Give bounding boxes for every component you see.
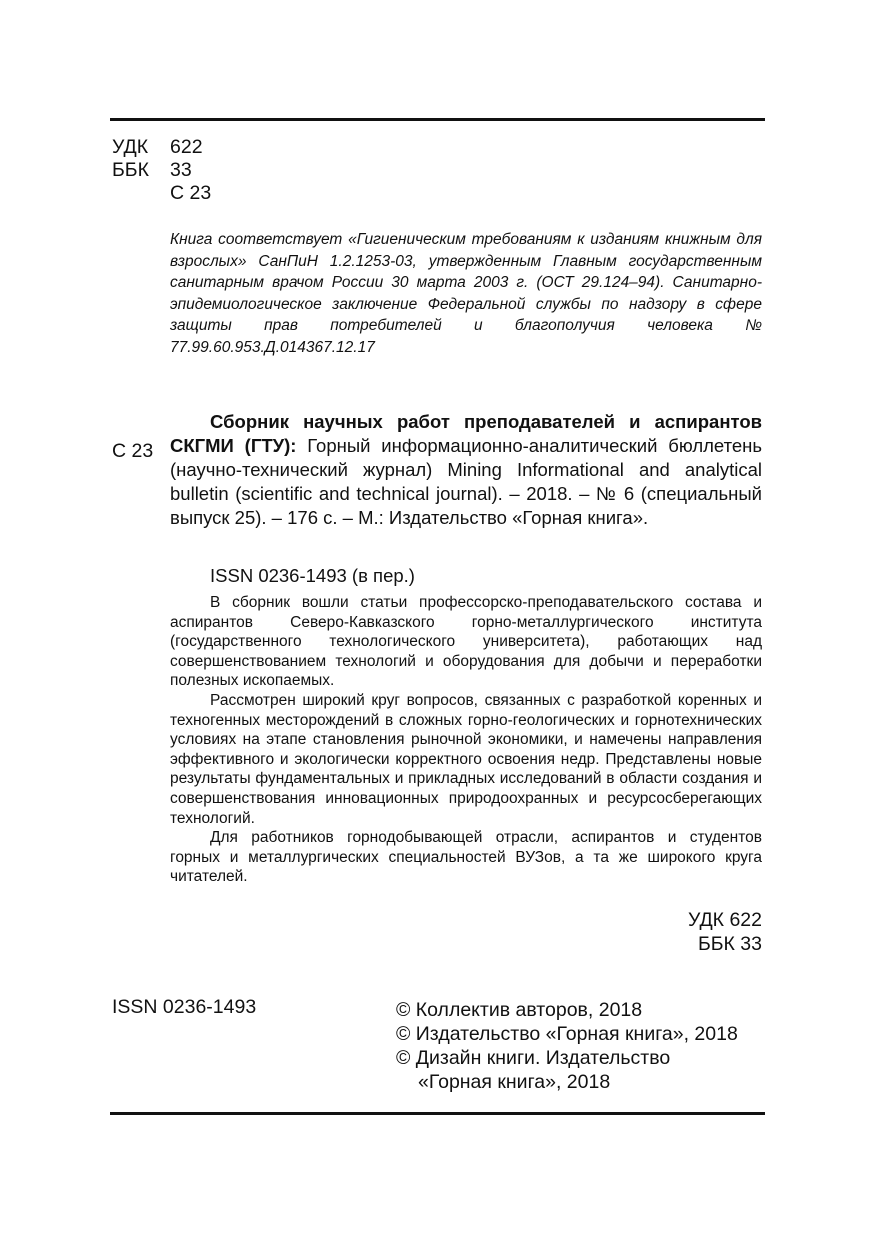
abstract (170, 593, 762, 887)
bbk-value: 33 (170, 159, 192, 181)
udk-right: УДК 622 (687, 909, 762, 931)
abstract-paragraph: Для работников горнодобывающей отрасли, аспирантов и студентов горных и металлургических специальностей ВУЗов, а та же широкого круга читателей. (170, 829, 762, 886)
catalog-mark: С 23 (112, 440, 154, 462)
catalog-issn: ISSN 0236-1493 (в пер.) (210, 565, 415, 586)
footer-issn: ISSN 0236-1493 (112, 996, 257, 1018)
copyright-design: © Дизайн книги. Издательство (396, 1047, 671, 1069)
copyright-publisher: © Издательство «Горная книга», 2018 (396, 1023, 738, 1045)
catalog-title: Сборник научных работ преподавателей и аспирантов СКГМИ (ГТУ): (170, 411, 762, 456)
udk-label: УДК (112, 136, 149, 158)
catalog-description: Горный информационно-аналитический бюллетень (научно-технический журнал) Mining Informational and analytical bulletin (scientific and technical journal). – 2018. – № 6 (специальный выпуск 25). – 176 с. – М.: Издательство «Горная книга». (170, 435, 762, 528)
bbk-right: ББК 33 (697, 933, 762, 955)
author-mark: С 23 (170, 182, 212, 204)
copyright-design-cont: «Горная книга», 2018 (418, 1071, 611, 1093)
top-rule (110, 118, 765, 121)
copyright-block (396, 998, 738, 1094)
classification-block (112, 136, 211, 205)
index-right (688, 908, 762, 956)
bottom-rule (110, 1112, 765, 1115)
abstract-paragraph: Рассмотрен широкий круг вопросов, связанных с разработкой коренных и техногенных месторождений в сложных горно-геологических и горнотехнических условиях на этапе становления рыночной экономики, и намечены направления эффективного и экологически корректного освоения недр. Представлены новые результаты фундаментальных и прикладных исследований в области создания и совершенствования инновационных природоохранных и ресурсосберегающих технологий. (170, 691, 762, 827)
copyright-authors: © Коллектив авторов, 2018 (396, 999, 643, 1021)
udk-value: 622 (170, 136, 203, 158)
abstract-paragraph: В сборник вошли статьи профессорско-преподавательского состава и аспирантов Северо-Кавказского горно-металлургического института (государственного технологического университета), работающих над совершенствованием технологий и оборудования для добычи и переработки полезных ископаемых. (170, 594, 762, 690)
hygiene-note: Книга соответствует «Гигиеническим требованиям к изданиям книжным для взрослых» СанПиН 1.2.1253-03, утвержденным Главным государственным санитарным врачом России 30 марта 2003 г. (ОСТ 29.124–94). Санитарно-эпидемиологическое заключение Федеральной службы по надзору в сфере защиты прав потребителей и благополучия человека № 77.99.60.953.Д.014367.12.17 (170, 231, 762, 356)
catalog-entry (170, 410, 762, 530)
bbk-label: ББК (112, 159, 149, 181)
